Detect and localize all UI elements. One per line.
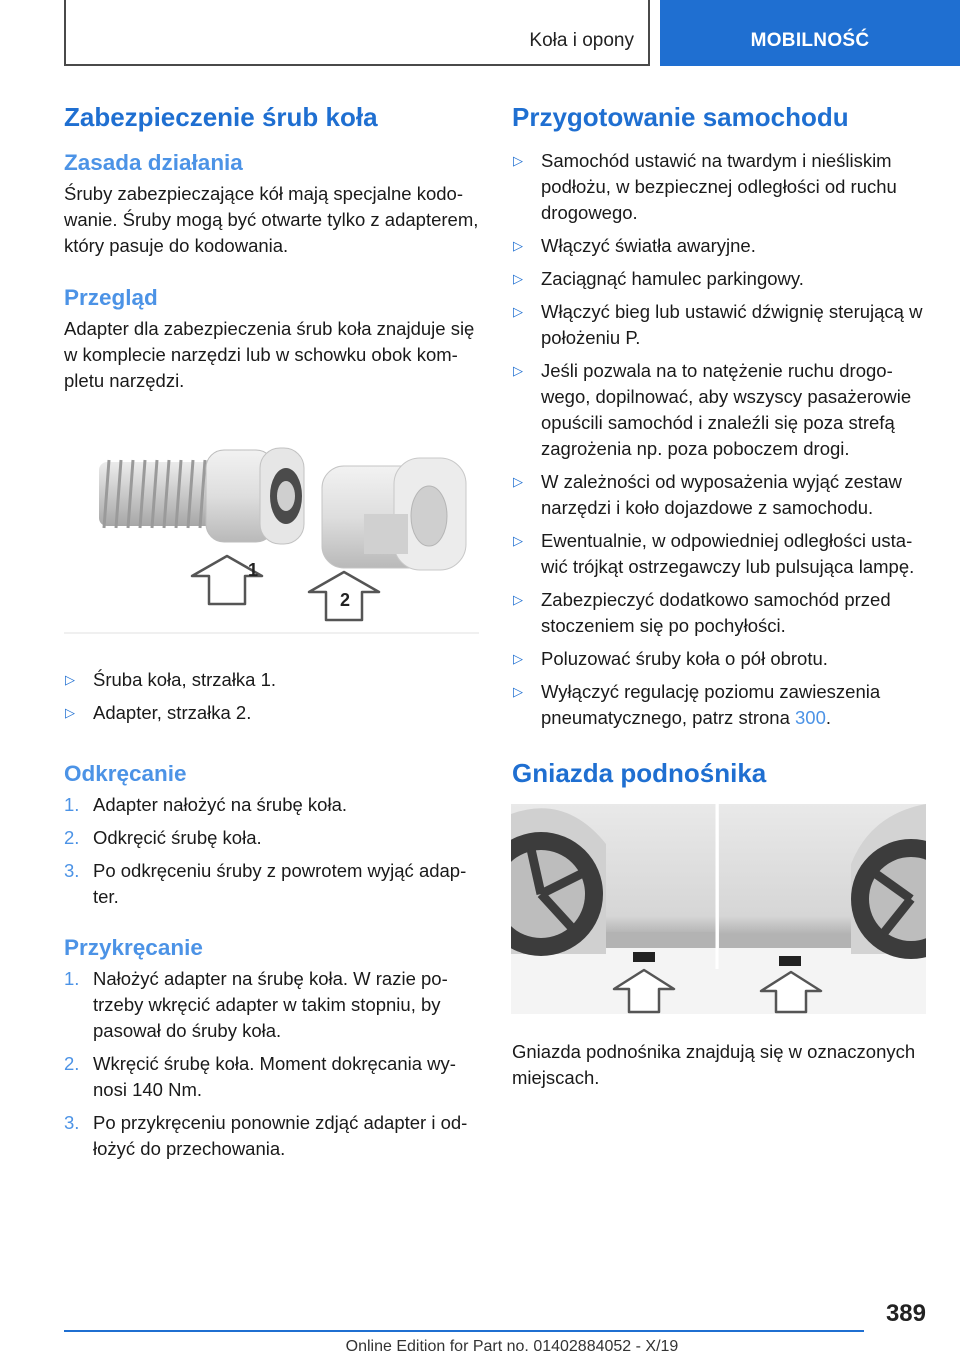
adapter [322, 458, 466, 570]
screw-steps [64, 966, 479, 1162]
triangle-bullet-icon: ▷ [513, 592, 523, 607]
triangle-bullet-icon: ▷ [513, 684, 523, 699]
arrow-1-label: 1 [248, 560, 259, 580]
header-tab-label: MOBILNOŚĆ [750, 30, 870, 51]
footer-edition: Online Edition for Part no. 01402884052 - X/19 [345, 1338, 679, 1355]
list-item: ▷ Adapter, strzałka 2. [64, 700, 479, 726]
unscrew-steps [64, 792, 479, 910]
list-item: ▷ Włączyć światła awaryjne. [512, 233, 926, 259]
prep-title: Przygotowanie samochodu [512, 102, 849, 132]
jack-points-figure [511, 804, 926, 1014]
list-item: ▷ Włączyć bieg lub ustawić dźwignię sterującą w położeniu P. [513, 301, 923, 348]
bolt-head [206, 448, 304, 544]
triangle-bullet-icon: ▷ [513, 651, 523, 666]
arrow-2-label: 2 [340, 590, 351, 610]
bolt-thread [99, 460, 214, 528]
unscrew-heading: Odkręcanie [64, 761, 187, 786]
overview-text: Adapter dla zabezpieczenia śrub koła znajduje się w komplecie narzędzi lub w schowku obok kompletu narzędzi. [64, 318, 475, 391]
list-item: ▷ Jeśli pozwala na to natężenie ruchu drogowego, dopilnować, aby wszyscy pasażerowie opuścili samochód i znaleźli się poza strefą zagrożenia np. poza poboczem drogi. [513, 360, 912, 459]
header-tab [660, 0, 960, 66]
wheel-bolt-adapter-figure [64, 444, 479, 634]
screw-heading: Przykręcanie [64, 935, 203, 960]
triangle-bullet-icon: ▷ [513, 238, 523, 253]
principle-text: Śruby zabezpieczające kół mają specjalne kodowanie. Śruby mogą być otwarte tylko z adapterem, który pasuje do kodowania. [64, 183, 479, 256]
list-item: 3. Po przykręceniu ponownie zdjąć adapter i odłożyć do przechowania. [64, 1112, 468, 1159]
car-rear-panel [719, 804, 926, 966]
triangle-bullet-icon: ▷ [65, 705, 75, 720]
page-link-300[interactable]: 300 [795, 707, 826, 728]
triangle-bullet-icon: ▷ [513, 474, 523, 489]
footer-divider [64, 1330, 864, 1332]
triangle-bullet-icon: ▷ [513, 363, 523, 378]
header-section-box [64, 0, 650, 66]
triangle-bullet-icon: ▷ [513, 304, 523, 319]
list-item: ▷ Samochód ustawić na twardym i nieśliskim podłożu, w bezpiecznej odległości od ruchu drogowego. [513, 150, 897, 223]
list-item: 2. Wkręcić śrubę koła. Moment dokręcania wynosi 140 Nm. [64, 1053, 456, 1100]
triangle-bullet-icon: ▷ [513, 533, 523, 548]
list-item: 1. Adapter nałożyć na śrubę koła. [64, 794, 348, 815]
triangle-bullet-icon: ▷ [65, 672, 75, 687]
principle-heading: Zasada działania [64, 150, 243, 175]
list-item: ▷ W zależności od wyposażenia wyjąć zestaw narzędzi i koło dojazdowe z samochodu. [513, 471, 902, 518]
triangle-bullet-icon: ▷ [513, 271, 523, 286]
list-item: ▷ Zaciągnąć hamulec parkingowy. [512, 266, 926, 292]
list-item: 1. Nałożyć adapter na śrubę koła. W razie potrzeby wkręcić adapter w takim stopniu, by pasował do śruby koła. [64, 968, 448, 1041]
page-number: 389 [885, 1300, 926, 1327]
triangle-bullet-icon: ▷ [513, 153, 523, 168]
list-item: ▷ Ewentualnie, w odpowiedniej odległości ustawić trójkąt ostrzegawczy lub pulsująca lampę. [513, 530, 915, 577]
list-item: ▷ Zabezpieczyć dodatkowo samochód przed stoczeniem się po pochyłości. [513, 589, 891, 636]
wheel-lock-title: Zabezpieczenie śrub koła [64, 102, 378, 132]
parts-list [64, 667, 479, 726]
jack-caption: Gniazda podnośnika znajdują się w oznaczonych miejscach. [512, 1041, 916, 1088]
list-item: ▷ Poluzować śruby koła o pół obrotu. [512, 646, 926, 672]
left-column [64, 100, 479, 1169]
list-item: ▷ Śruba koła, strzałka 1. [64, 667, 479, 693]
list-item: ▷ Wyłączyć regulację poziomu zawieszenia pneumatycznego, patrz strona 300. [513, 681, 881, 728]
list-item: 2. Odkręcić śrubę koła. [64, 827, 262, 848]
overview-heading: Przegląd [64, 285, 158, 310]
right-column [512, 100, 926, 1091]
car-front-panel [511, 804, 716, 962]
jack-title: Gniazda podnośnika [512, 758, 767, 788]
list-item: 3. Po odkręceniu śruby z powrotem wyjąć adapter. [64, 860, 467, 907]
header-section-title: Koła i opony [529, 30, 634, 51]
prep-list [512, 148, 926, 731]
